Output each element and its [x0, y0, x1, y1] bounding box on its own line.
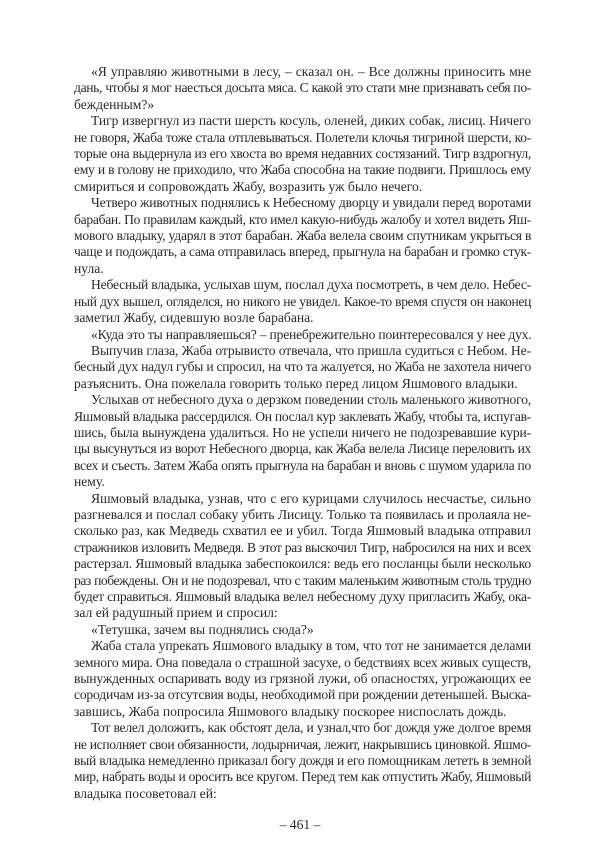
line: [74, 786, 531, 802]
text-line: земного мира. Она поведала о страшной засухе, о бедствиях всех живых существ,: [74, 654, 531, 670]
text-line: Услыхав от небесного духа о дерзком поведении столь маленького животного,: [91, 392, 531, 408]
text-line: разгневался и послал собаку убить Лисицу. Только та появилась и пролаяла не-: [74, 506, 531, 522]
paragraph: [74, 491, 531, 622]
text-line: Яшмовый владыка, узнав, что с его курицами случилось несчастье, сильно: [91, 490, 531, 506]
paragraph: [74, 64, 531, 113]
text-line: нему.: [74, 474, 105, 490]
text-line: шись, была вынуждена удалиться. Но не успели ничего не подозревавшие кури-: [74, 424, 531, 440]
text-line: Небесный владыка, услыхав шум, послал духа посмотреть, в чем дело. Небес-: [91, 277, 531, 293]
line: [74, 261, 531, 277]
text-line: мир, набрать воды и оросить все кругом. Перед тем как отпустить Жабу, Яшмовый: [74, 769, 532, 785]
text-line: Тот велел доложить, как обстоят дела, и узнал,что бог дождя уже долгое время: [91, 720, 531, 736]
text-line: «Я управляю животными в лесу, – сказал он. – Все должны приносить мне: [91, 64, 531, 79]
line: [74, 474, 531, 490]
line: [74, 671, 531, 687]
line: [74, 720, 531, 736]
paragraph: [74, 638, 531, 720]
text-line: нула.: [74, 260, 104, 276]
line: [74, 310, 531, 326]
line: [74, 605, 531, 621]
text-line: чаще и подождать, а сама отправилась вперед, прыгнула на барабан и громко стук-: [74, 244, 531, 260]
text-line: вый владыка немедленно приказал богу дождя и его помощникам лететь в земной: [74, 753, 532, 769]
text-line: стражников изловить Медведя. В этот раз выскочил Тигр, набросился на них и всех: [74, 539, 531, 555]
paragraph: [74, 392, 531, 490]
line: [74, 507, 531, 523]
text-line: разъяснить. Она пожелала говорить только перед лицом Яшмового владыки.: [74, 375, 518, 391]
text-line: сородичам из-за отсутсвия воды, необходимой при рождении детенышей. Выска-: [74, 687, 531, 703]
line: [74, 589, 531, 605]
line: [74, 638, 531, 654]
line: [74, 113, 531, 129]
line: [74, 655, 531, 671]
text-line: растерзал. Яшмовый владыка забеспокоился: ведь его посланцы были несколько: [74, 556, 531, 572]
line: [74, 769, 531, 785]
text-line: раз побеждены. Он и не подозревал, что с таким маленьким животным столь трудно: [74, 572, 531, 588]
text-line: смириться и сопровождать Жабу, возразить уж было нечего.: [74, 178, 423, 194]
line: [74, 179, 531, 195]
line: [74, 376, 531, 392]
text-line: будет справиться. Яшмовый владыка велел небесному духу пригласить Жабу, ока-: [74, 589, 531, 604]
line: [74, 458, 531, 474]
line: [74, 146, 531, 162]
text-line: не говоря, Жаба тоже стала отплевываться. Полетели клочья тигриной шерсти, ко-: [74, 129, 531, 145]
text-line: «Куда это ты направляешься? – пренебрежительно поинтересовался у нее дух.: [91, 326, 532, 342]
text-line: не исполняет свои обязанности, лодырничая, лежит, накрывшись циновкой. Яшмо-: [74, 736, 531, 752]
line: [74, 540, 531, 556]
text-line: «Тетушка, зачем вы поднялись сюда?»: [91, 621, 314, 637]
line: [74, 228, 531, 244]
line: [74, 704, 531, 720]
line: [74, 523, 531, 539]
line: [74, 294, 531, 310]
line: [74, 97, 531, 113]
line: [74, 130, 531, 146]
text-line: Выпучив глаза, Жаба отрывисто отвечала, что пришла судиться с Небом. Не-: [91, 342, 531, 358]
line: [74, 244, 531, 260]
text-line: бежденным?»: [74, 96, 155, 112]
paragraph: [74, 327, 531, 343]
text-line: бесный дух надул губы и спросил, на что та жалуется, но Жаба не захотела ничего: [74, 359, 531, 375]
page-number: – 461 –: [279, 817, 321, 832]
body-text: [74, 64, 531, 802]
text-line: завшись, Жаба попросила Яшмового владыку поскорее ниспослать дождь.: [74, 703, 507, 719]
paragraph: [74, 622, 531, 638]
line: [74, 737, 531, 753]
line: [74, 162, 531, 178]
text-line: сколько раз, как Медведь схватил ее и убил. Тогда Яшмовый владыка отправил: [74, 523, 531, 539]
text-line: заметил Жабу, сидевшую возле барабана.: [74, 310, 314, 326]
text-line: Тигр извергнул из пасти шерсть косуль, оленей, диких собак, лисиц. Ничего: [91, 113, 531, 129]
text-line: владыка посоветовал ей:: [74, 785, 217, 801]
line: [74, 392, 531, 408]
line: [74, 556, 531, 572]
paragraph: [74, 113, 531, 195]
text-line: всех и съесть. Затем Жаба опять прыгнула на барабан и вновь с шумом ударила по: [74, 457, 531, 473]
line: [74, 409, 531, 425]
text-line: барабан. По правилам каждый, кто имел какую-нибудь жалобу и хотел видеть Яш-: [74, 211, 531, 227]
line: [74, 359, 531, 375]
line: [74, 573, 531, 589]
text-line: Четверо животных поднялись к Небесному дворцу и увидали перед воротами: [91, 195, 532, 211]
line: [74, 277, 531, 293]
paragraph: [74, 343, 531, 392]
line: [74, 491, 531, 507]
line: [74, 343, 531, 359]
line: [74, 687, 531, 703]
text-line: Жаба стала упрекать Яшмового владыку в том, что тот не занимается делами: [91, 638, 531, 654]
paragraph: [74, 720, 531, 802]
text-line: ный дух вышел, огляделся, но никого не увидел. Какое-то время спустя он наконец: [74, 293, 531, 309]
line: [74, 212, 531, 228]
paragraph: [74, 277, 531, 326]
line: [74, 753, 531, 769]
text-line: зал ей радушный прием и спросил:: [74, 605, 278, 621]
text-line: ему и в голову не приходило, что Жаба способна на такие подвиги. Пришлось ему: [74, 162, 531, 178]
line: [74, 195, 531, 211]
text-line: Яшмовый владыка рассердился. Он послал кур заклевать Жабу, чтобы та, испугав-: [74, 408, 531, 424]
text-line: дань, чтобы я мог наесться досыта мяса. С какой это стати мне признавать себя по-: [74, 80, 531, 96]
text-line: торые она выдернула из его хвоста во время недавних состязаний. Тигр вздрогнул,: [74, 146, 531, 162]
paragraph: [74, 195, 531, 277]
text-line: цы высунуться из ворот Небесного дворца, как Жаба велела Лисице переловить их: [74, 441, 531, 457]
line: [74, 425, 531, 441]
text-line: мового владыку, ударял в этот барабан. Жаба велела своим спутникам укрыться в: [74, 228, 532, 244]
line: [74, 80, 531, 96]
line: [74, 327, 531, 343]
line: [74, 64, 531, 80]
text-line: вынужденных оспаривать воду из грязной лужи, об опасностях, угрожающих ее: [74, 671, 531, 687]
line: [74, 441, 531, 457]
line: [74, 622, 531, 638]
